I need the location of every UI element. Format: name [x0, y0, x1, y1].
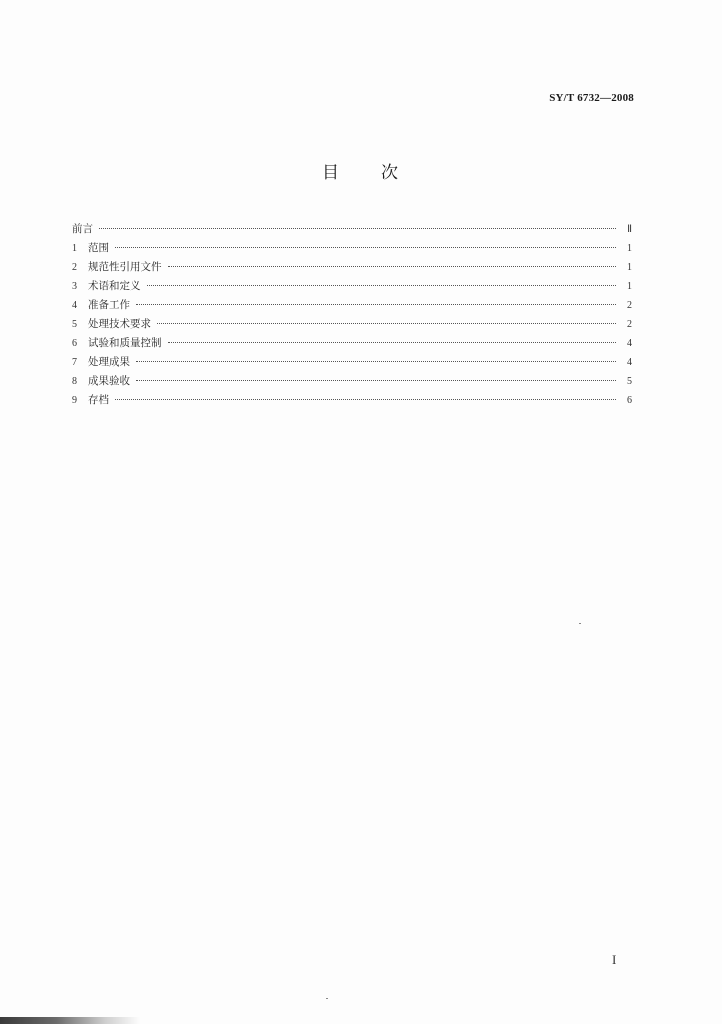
toc-entry-results[interactable] — [72, 353, 632, 372]
toc-title-part1: 目 — [322, 163, 341, 183]
toc-entry-label: 规范性引用文件 — [88, 261, 162, 273]
page-number: I — [612, 952, 617, 967]
toc-entry-page: 1 — [627, 243, 632, 254]
toc-entry-page: 5 — [627, 376, 632, 387]
dot-leader — [168, 342, 617, 343]
scan-edge-smudge — [0, 1017, 140, 1024]
dot-leader — [136, 380, 616, 381]
dot-leader — [136, 304, 616, 305]
toc-entry-label: 处理成果 — [88, 356, 130, 368]
toc-entry-page: 4 — [627, 357, 632, 368]
dot-leader — [99, 228, 616, 229]
toc-entry-preparation[interactable] — [72, 296, 632, 315]
toc-entry-page: 4 — [627, 338, 632, 349]
toc-entry-technical-requirements[interactable] — [72, 315, 632, 334]
toc-entry-label: 试验和质量控制 — [88, 337, 162, 349]
scan-artifact — [579, 623, 581, 624]
toc-entry-page: Ⅱ — [627, 224, 632, 235]
dot-leader — [115, 399, 616, 400]
toc-entry-foreword[interactable] — [72, 220, 632, 239]
dot-leader — [115, 247, 616, 248]
toc-entry-number: 1 — [72, 243, 77, 254]
dot-leader — [157, 323, 616, 324]
toc-list — [72, 220, 632, 410]
toc-entry-number: 3 — [72, 281, 77, 292]
toc-entry-label: 成果验收 — [88, 375, 130, 387]
toc-entry-number: 6 — [72, 338, 77, 349]
toc-entry-acceptance[interactable] — [72, 372, 632, 391]
toc-entry-page: 2 — [627, 300, 632, 311]
toc-entry-page: 6 — [627, 395, 632, 406]
toc-entry-terms-definitions[interactable] — [72, 277, 632, 296]
toc-entry-label: 存档 — [88, 394, 109, 406]
toc-entry-number: 5 — [72, 319, 77, 330]
toc-title — [0, 158, 722, 183]
toc-title-part2: 次 — [381, 163, 400, 183]
toc-entry-label: 术语和定义 — [88, 280, 141, 292]
scan-artifact — [326, 998, 328, 999]
toc-entry-page: 1 — [627, 281, 632, 292]
toc-entry-number: 2 — [72, 262, 77, 273]
toc-entry-normative-references[interactable] — [72, 258, 632, 277]
dot-leader — [136, 361, 616, 362]
toc-entry-testing-quality[interactable] — [72, 334, 632, 353]
toc-entry-number: 9 — [72, 395, 77, 406]
toc-entry-label: 前言 — [72, 223, 93, 235]
toc-entry-scope[interactable] — [72, 239, 632, 258]
toc-entry-label: 处理技术要求 — [88, 318, 151, 330]
dot-leader — [147, 285, 617, 286]
toc-entry-archiving[interactable] — [72, 391, 632, 410]
toc-entry-page: 2 — [627, 319, 632, 330]
toc-entry-label: 准备工作 — [88, 299, 130, 311]
toc-entry-page: 1 — [627, 262, 632, 273]
dot-leader — [168, 266, 617, 267]
toc-entry-number: 8 — [72, 376, 77, 387]
toc-entry-number: 7 — [72, 357, 77, 368]
toc-entry-label: 范围 — [88, 242, 109, 254]
toc-entry-number: 4 — [72, 300, 77, 311]
standard-code: SY/T 6732—2008 — [549, 92, 634, 104]
